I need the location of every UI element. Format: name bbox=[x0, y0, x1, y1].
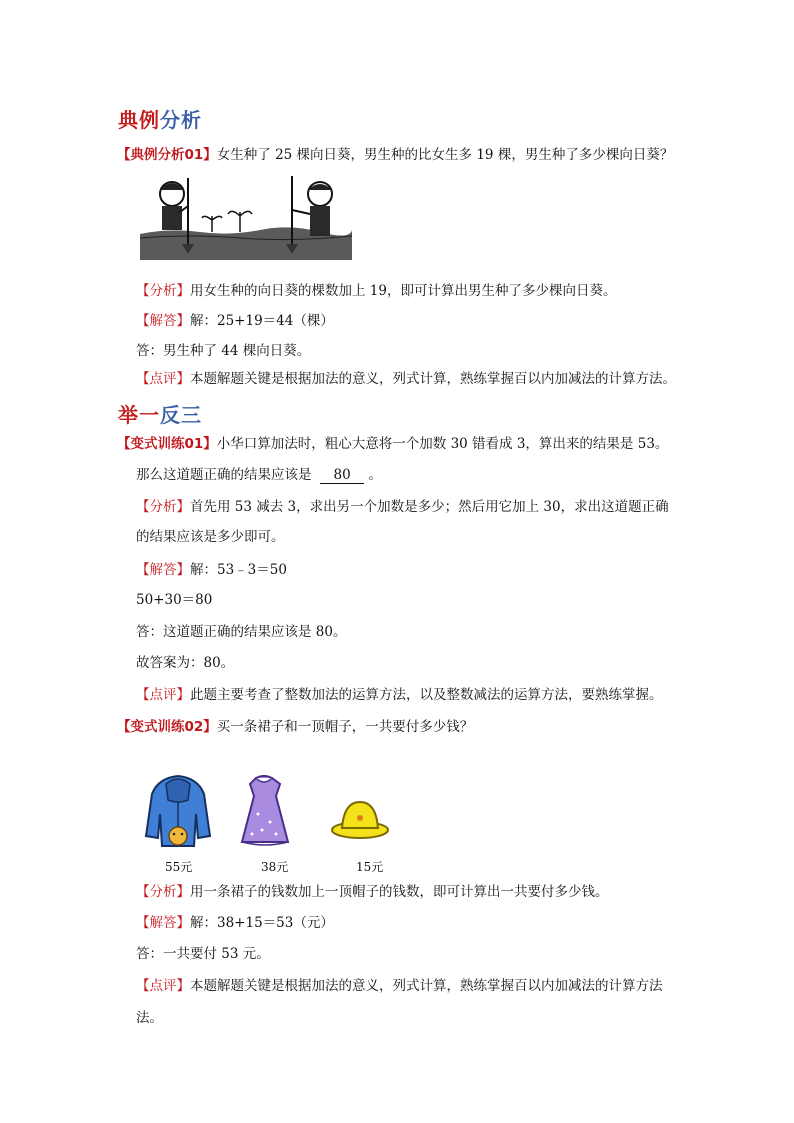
example1-comment: 【点评】本题解题关键是根据加法的意义，列式计算，熟练掌握百以内加减法的计算方法。 bbox=[136, 371, 676, 387]
practice1-question2: 那么这道题正确的结果应该是 80 。 bbox=[136, 467, 382, 483]
practice1-question: 【变式训练01】小华口算加法时，粗心大意将一个加数 30 错看成 3，算出来的结果是 53。 bbox=[117, 436, 669, 452]
price-dress: 38元 bbox=[261, 860, 289, 874]
practice1-answer2: 50+30＝80 bbox=[136, 592, 213, 608]
planting-illustration bbox=[140, 172, 352, 260]
practice1-answer-tag: 【解答】 bbox=[136, 562, 190, 578]
example1-question bbox=[117, 145, 673, 165]
practice1-reply: 答：这道题正确的结果应该是 80。 bbox=[136, 624, 347, 640]
section-title-example bbox=[118, 104, 202, 133]
practice2-comment: 【点评】本题解题关键是根据加法的意义，列式计算，熟练掌握百以内加减法的计算方法 bbox=[136, 978, 663, 994]
section-title-part2: 反三 bbox=[160, 403, 202, 427]
price-hat: 15元 bbox=[356, 860, 384, 874]
example1-answer: 【解答】解：25+19＝44（棵） bbox=[136, 313, 334, 329]
section-title-practice bbox=[118, 399, 202, 428]
clothing-illustration bbox=[138, 774, 400, 850]
practice2-tag: 【变式训练02】 bbox=[117, 719, 217, 735]
section-title-part1: 举一 bbox=[118, 403, 160, 427]
practice1-comment: 【点评】此题主要考查了整数加法的运算方法，以及整数减法的运算方法，要熟练掌握。 bbox=[136, 687, 663, 703]
practice2-answer-tag: 【解答】 bbox=[136, 915, 190, 931]
practice1-comment-tag: 【点评】 bbox=[136, 687, 190, 703]
practice1-final: 故答案为：80。 bbox=[136, 655, 235, 671]
section-title-part2: 分析 bbox=[160, 108, 202, 132]
price-jacket: 55元 bbox=[165, 860, 193, 874]
section-title-part1: 典例 bbox=[118, 108, 160, 132]
practice1-analysis-tag: 【分析】 bbox=[136, 499, 190, 515]
practice2-question: 【变式训练02】买一条裙子和一顶帽子，一共要付多少钱？ bbox=[117, 719, 474, 735]
practice1-tag: 【变式训练01】 bbox=[117, 436, 217, 452]
answer-blank: 80 bbox=[320, 467, 364, 484]
example1-analysis: 【分析】用女生种的向日葵的棵数加上 19，即可计算出男生种了多少棵向日葵。 bbox=[136, 283, 617, 299]
dress-icon bbox=[242, 776, 288, 845]
example1-question-text: 女生种了 25 棵向日葵，男生种的比女生多 19 棵，男生种了多少棵向日葵？ bbox=[216, 147, 674, 163]
hat-icon bbox=[332, 802, 388, 838]
practice1-analysis2: 的结果应该是多少即可。 bbox=[136, 529, 285, 545]
practice1-analysis: 【分析】首先用 53 减去 3，求出另一个加数是多少；然后用它加上 30，求出这道题正确 bbox=[136, 499, 669, 515]
example1-reply: 答：男生种了 44 棵向日葵。 bbox=[136, 343, 311, 359]
example1-analysis-tag: 【分析】 bbox=[136, 283, 190, 299]
practice2-analysis-tag: 【分析】 bbox=[136, 884, 190, 900]
practice2-analysis: 【分析】用一条裙子的钱数加上一顶帽子的钱数，即可计算出一共要付多少钱。 bbox=[136, 884, 609, 900]
jacket-icon bbox=[146, 776, 210, 846]
example1-comment-tag: 【点评】 bbox=[136, 371, 190, 387]
practice2-comment-tag: 【点评】 bbox=[136, 978, 190, 994]
practice1-answer: 【解答】解：53﹣3＝50 bbox=[136, 562, 287, 578]
practice2-answer: 【解答】解：38+15＝53（元） bbox=[136, 915, 334, 931]
practice2-reply: 答：一共要付 53 元。 bbox=[136, 946, 270, 962]
practice2-comment2: 法。 bbox=[136, 1010, 163, 1026]
example1-tag: 【典例分析01】 bbox=[117, 147, 217, 163]
example1-answer-tag: 【解答】 bbox=[136, 313, 190, 329]
